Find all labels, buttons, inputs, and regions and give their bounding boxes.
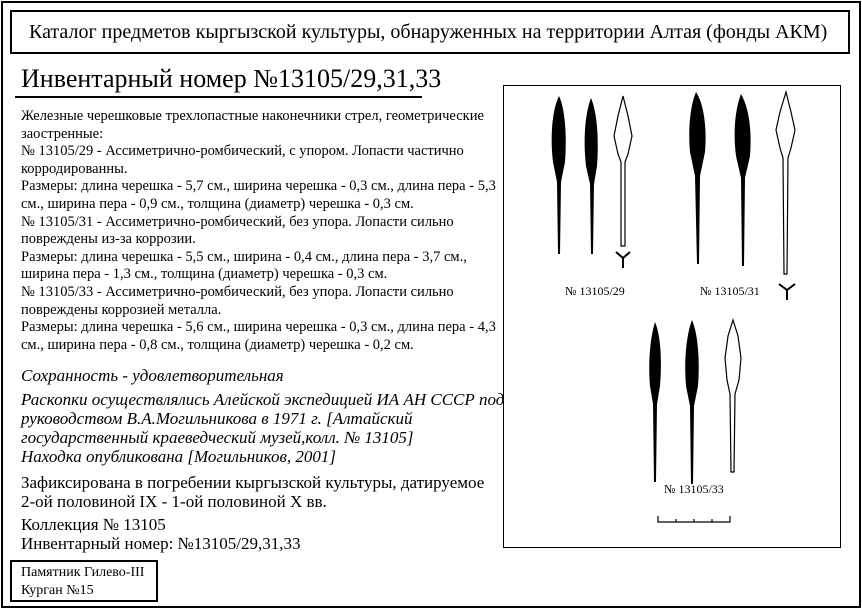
arrowhead-outline: [776, 92, 795, 274]
catalog-title: Каталог предметов кыргызской культуры, обнаруженных на территории Алтая (фонды АКМ): [29, 21, 828, 43]
description-line: ширина пера - 1,3 см., толщина (диаметр) черешка - 0,3 см.: [21, 266, 388, 283]
description-line: № 13105/31 - Ассиметрично-ромбический, без упора. Лопасти сильно: [21, 213, 454, 230]
monument-box: [10, 560, 158, 602]
arrowhead-silhouette: [585, 98, 598, 254]
fixation-line: Зафиксирована в погребении кыргызской культуры, датируемое: [21, 473, 485, 492]
fixation-info: [21, 473, 484, 511]
excavation-line: Раскопки осуществлялись Алейской экспедицией ИА АН СССР под: [21, 390, 505, 409]
description-line: заостренные:: [21, 125, 104, 142]
description-line: повреждены коррозией металла.: [21, 301, 222, 318]
preservation-status: Сохранность - удовлетворительная: [21, 366, 284, 385]
description-line: Размеры: длина черешка - 5,7 см., ширина черешка - 0,3 см., длина пера - 5,3: [21, 178, 496, 195]
catalog-header: [10, 10, 850, 54]
kurgan-number: Курган №15: [21, 583, 94, 598]
scale-bar: [658, 516, 730, 522]
excavation-line: государственный краеведческий музей,колл. № 13105]: [21, 428, 414, 447]
item-description: [21, 108, 496, 354]
arrowhead-silhouette: [552, 96, 566, 254]
caption-13105-31: № 13105/31: [700, 284, 760, 298]
description-line: корродированны.: [21, 160, 128, 177]
arrowhead-outline: [614, 96, 632, 246]
description-line: № 13105/29 - Ассиметрично-ромбический, с упором. Лопасти частично: [21, 143, 464, 160]
excavation-line: руководством В.А.Могильникова в 1971 г. [Алтайский: [21, 409, 413, 428]
arrowhead-silhouette: [689, 92, 705, 264]
arrowhead-silhouette: [685, 320, 699, 484]
artifact-figure: [503, 85, 841, 548]
description-line: повреждены из-за коррозии.: [21, 231, 196, 248]
fixation-line: 2-ой половиной IX - 1-ой половиной X вв.: [21, 492, 327, 511]
arrowhead-cross-section: [779, 284, 795, 300]
inventory-number: Инвентарный номер: №13105/29,31,33: [21, 534, 301, 553]
collection-number: Коллекция № 13105: [21, 515, 166, 534]
caption-13105-33: № 13105/33: [664, 482, 724, 496]
inventory-heading: Инвентарный номер №13105/29,31,33: [21, 64, 442, 93]
arrowhead-silhouette: [735, 94, 751, 266]
heading-underline: [15, 96, 422, 98]
caption-13105-29: № 13105/29: [565, 284, 625, 298]
arrowhead-outline: [725, 320, 741, 472]
excavation-info: [21, 390, 504, 466]
description-line: Железные черешковые трехлопастные наконечники стрел, геометрические: [21, 108, 484, 124]
monument-name: Памятник Гилево-III: [21, 565, 145, 580]
excavation-line: Находка опубликована [Могильников, 2001]: [21, 447, 336, 466]
arrowhead-cross-section: [616, 252, 630, 268]
description-line: № 13105/33 - Ассиметрично-ромбический, без упора. Лопасти сильно: [21, 283, 454, 300]
description-line: см., ширина пера - 0,8 см., толщина (диаметр) черешка - 0,2 см.: [21, 336, 414, 353]
description-line: см., ширина пера - 0,9 см., толщина (диаметр) черешка - 0,3 см.: [21, 195, 414, 212]
arrowhead-silhouette: [649, 322, 661, 482]
arrowheads-drawing: [504, 86, 842, 549]
description-line: Размеры: длина черешка - 5,5 см., ширина - 0,4 см., длина пера - 3,7 см.,: [21, 248, 467, 265]
description-line: Размеры: длина черешка - 5,6 см., ширина черешка - 0,3 см., длина пера - 4,3: [21, 319, 496, 336]
